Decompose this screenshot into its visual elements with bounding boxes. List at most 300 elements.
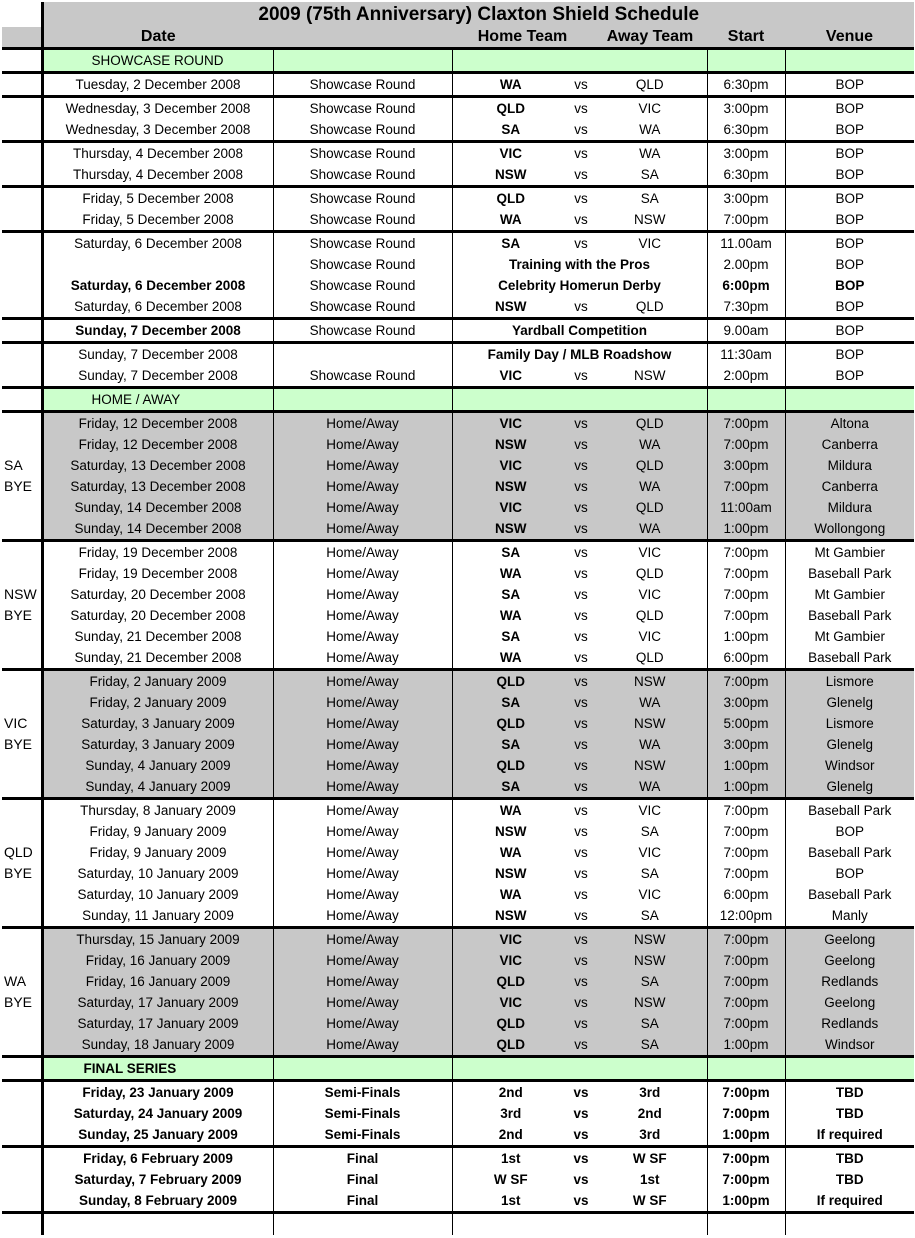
- vs-cell: vs: [574, 145, 588, 161]
- venue-cell: Baseball Park: [785, 563, 914, 584]
- round-cell: Home/Away: [273, 412, 452, 435]
- header-round: [273, 27, 452, 49]
- start-cell: 7:00pm: [707, 209, 785, 232]
- away-team-cell: W SF: [593, 1190, 707, 1213]
- bye-label: [2, 97, 42, 142]
- vs-cell: vs: [569, 119, 593, 142]
- table-row: [2, 992, 914, 1013]
- vs-cell: vs: [574, 628, 588, 644]
- away-team-cell: WA: [593, 518, 707, 541]
- venue-cell: Windsor: [785, 755, 914, 776]
- round-cell: Home/Away: [273, 863, 452, 884]
- vs-cell: vs: [569, 647, 593, 670]
- start-cell: 3:00pm: [707, 97, 785, 120]
- venue-cell: Geelong: [785, 928, 914, 951]
- bye-label-line: BYE: [4, 994, 33, 1010]
- table-row: [2, 905, 914, 928]
- table-row: [2, 884, 914, 905]
- venue-cell: Geelong: [785, 950, 914, 971]
- side-cell: [2, 388, 42, 412]
- venue-cell: BOP: [785, 821, 914, 842]
- date-cell: Friday, 5 December 2008: [82, 190, 234, 206]
- section-label: HOME / AWAY: [42, 388, 273, 412]
- round-cell: Home/Away: [273, 476, 452, 497]
- table-row: [2, 518, 914, 541]
- table-row: [2, 713, 914, 734]
- table-row: [2, 755, 914, 776]
- table-row: [2, 1169, 914, 1190]
- date-cell: Friday, 12 December 2008: [42, 412, 273, 435]
- venue-cell: BOP: [785, 319, 914, 343]
- date-cell: Friday, 23 January 2009: [82, 1084, 234, 1100]
- away-team-cell: NSW: [593, 928, 707, 951]
- venue-cell: Wollongong: [785, 518, 914, 541]
- away-team-cell: VIC: [638, 235, 661, 251]
- vs-cell: vs: [569, 476, 593, 497]
- home-team-cell: QLD: [452, 1013, 569, 1034]
- start-cell: 7:00pm: [707, 992, 785, 1013]
- table-row: [2, 142, 914, 165]
- home-team-cell: SA: [452, 734, 569, 755]
- venue-cell: If required: [785, 1190, 914, 1213]
- start-cell: 3:00pm: [707, 455, 785, 476]
- date-cell: Sunday, 11 January 2009: [42, 905, 273, 928]
- event-cell: Yardball Competition: [452, 319, 707, 343]
- venue-cell: TBD: [785, 1081, 914, 1104]
- date-cell: Sunday, 7 December 2008: [42, 319, 273, 343]
- home-team-cell: QLD: [452, 1034, 569, 1057]
- home-team-cell: WA: [452, 884, 569, 905]
- vs-cell: vs: [569, 950, 593, 971]
- round-cell: Showcase Round: [273, 296, 452, 319]
- start-cell: 11:00am: [707, 497, 785, 518]
- table-row: [2, 647, 914, 670]
- bye-label: [2, 1147, 42, 1213]
- event-cell: Training with the Pros: [452, 254, 707, 275]
- table-row: [2, 692, 914, 713]
- away-team-cell: VIC: [638, 886, 661, 902]
- home-team-cell: NSW: [452, 518, 569, 541]
- start-cell: 6:00pm: [707, 647, 785, 670]
- table-row: [2, 626, 914, 647]
- venue-cell: Mt Gambier: [785, 626, 914, 647]
- bye-label: [2, 319, 42, 343]
- table-row: [2, 584, 914, 605]
- away-team-cell: QLD: [635, 565, 664, 581]
- start-cell: 7:00pm: [707, 412, 785, 435]
- empty-cell: [785, 1213, 914, 1236]
- away-team-cell: NSW: [593, 365, 707, 388]
- date-cell: Sunday, 7 December 2008: [42, 365, 273, 388]
- home-team-cell: NSW: [452, 434, 569, 455]
- start-cell: 7:00pm: [707, 1103, 785, 1124]
- venue-cell: Canberra: [785, 434, 914, 455]
- section-fill: [785, 1057, 914, 1081]
- date-cell: Friday, 12 December 2008: [42, 434, 273, 455]
- date-cell: Saturday, 13 December 2008: [42, 455, 273, 476]
- table-row: [2, 119, 914, 142]
- vs-cell: vs: [569, 928, 593, 951]
- vs-cell: vs: [569, 497, 593, 518]
- vs-cell: vs: [573, 1150, 589, 1166]
- venue-cell: BOP: [785, 187, 914, 210]
- away-team-cell: QLD: [593, 296, 707, 319]
- vs-cell: vs: [574, 235, 588, 251]
- away-team-cell: NSW: [593, 950, 707, 971]
- start-cell: 6:30pm: [707, 164, 785, 187]
- section-fill: [707, 1057, 785, 1081]
- venue-cell: Lismore: [785, 670, 914, 693]
- date-cell: Saturday, 7 February 2009: [74, 1171, 242, 1187]
- bye-label: [2, 187, 42, 232]
- date-cell: Friday, 2 January 2009: [42, 692, 273, 713]
- vs-cell: vs: [574, 823, 588, 839]
- vs-cell: vs: [573, 1105, 589, 1121]
- home-team-cell: NSW: [452, 863, 569, 884]
- bye-label: [2, 1081, 42, 1147]
- start-cell: 1:00pm: [707, 1124, 785, 1147]
- side-cell: [2, 1057, 42, 1081]
- start-cell: 11:30am: [707, 343, 785, 366]
- round-cell: Semi-Finals: [273, 1124, 452, 1147]
- home-team-cell: VIC: [452, 992, 569, 1013]
- section-row: [2, 388, 914, 412]
- home-team-cell: SA: [452, 776, 569, 799]
- section-row: [2, 1057, 914, 1081]
- start-cell: 6:30pm: [707, 73, 785, 97]
- round-cell: Showcase Round: [273, 209, 452, 232]
- header-venue: Venue: [785, 27, 914, 49]
- away-team-cell: SA: [593, 1013, 707, 1034]
- vs-cell: vs: [569, 670, 593, 693]
- header-date: Date: [42, 27, 273, 49]
- away-team-cell: VIC: [638, 544, 661, 560]
- round-cell: Home/Away: [273, 734, 452, 755]
- section-fill: [707, 49, 785, 73]
- start-cell: 7:00pm: [707, 563, 785, 584]
- venue-cell: BOP: [785, 97, 914, 120]
- vs-cell: vs: [574, 586, 588, 602]
- round-cell: Showcase Round: [273, 142, 452, 165]
- home-team-cell: 3rd: [452, 1103, 569, 1124]
- home-team-cell: NSW: [452, 821, 569, 842]
- venue-cell: Glenelg: [785, 776, 914, 799]
- vs-cell: vs: [574, 802, 588, 818]
- section-fill: [273, 388, 452, 412]
- section-fill: [785, 388, 914, 412]
- round-cell: Home/Away: [273, 755, 452, 776]
- empty-row: [2, 1213, 914, 1236]
- round-cell: Showcase Round: [273, 319, 452, 343]
- away-team-cell: SA: [593, 164, 707, 187]
- round-cell: Showcase Round: [273, 187, 452, 210]
- date-cell: Sunday, 14 December 2008: [42, 518, 273, 541]
- away-team-cell: WA: [593, 734, 707, 755]
- round-cell: Home/Away: [273, 584, 452, 605]
- home-team-cell: 2nd: [452, 1124, 569, 1147]
- venue-cell: BOP: [785, 254, 914, 275]
- vs-cell: vs: [574, 844, 588, 860]
- round-cell: Home/Away: [273, 842, 452, 863]
- home-team-cell: NSW: [452, 296, 569, 319]
- date-cell: Friday, 16 January 2009: [42, 971, 273, 992]
- away-team-cell: QLD: [593, 497, 707, 518]
- venue-cell: If required: [785, 1124, 914, 1147]
- round-cell: Showcase Round: [273, 232, 452, 255]
- bye-label: [2, 343, 42, 388]
- date-cell: Saturday, 24 January 2009: [73, 1105, 243, 1121]
- away-team-cell: WA: [593, 476, 707, 497]
- date-cell: Sunday, 21 December 2008: [42, 647, 273, 670]
- table-row: [2, 863, 914, 884]
- start-cell: 7:00pm: [707, 1169, 785, 1190]
- round-cell: Semi-Finals: [273, 1081, 452, 1104]
- home-team-cell: QLD: [452, 971, 569, 992]
- venue-cell: BOP: [785, 343, 914, 366]
- bye-label: [2, 799, 42, 928]
- away-team-cell: SA: [593, 971, 707, 992]
- table-row: [2, 605, 914, 626]
- round-cell: Showcase Round: [273, 365, 452, 388]
- venue-cell: Geelong: [785, 992, 914, 1013]
- away-team-cell: QLD: [593, 455, 707, 476]
- date-cell: Saturday, 20 December 2008: [70, 607, 246, 623]
- home-team-cell: 2nd: [452, 1081, 569, 1104]
- date-cell: Friday, 5 December 2008: [42, 209, 273, 232]
- round-cell: Home/Away: [273, 1034, 452, 1057]
- start-cell: 7:00pm: [707, 434, 785, 455]
- round-cell: Home/Away: [273, 884, 452, 905]
- home-team-cell: SA: [452, 692, 569, 713]
- table-row: [2, 971, 914, 992]
- away-team-cell: VIC: [638, 628, 661, 644]
- round-cell: Home/Away: [273, 670, 452, 693]
- bye-label: [2, 928, 42, 1057]
- home-team-cell: 1st: [452, 1190, 569, 1213]
- venue-cell: BOP: [785, 232, 914, 255]
- bye-label: [2, 412, 42, 541]
- away-team-cell: WA: [593, 119, 707, 142]
- home-team-cell: VIC: [452, 950, 569, 971]
- home-team-cell: QLD: [452, 670, 569, 693]
- start-cell: 1:00pm: [707, 518, 785, 541]
- venue-cell: Redlands: [785, 1013, 914, 1034]
- start-cell: 1:00pm: [707, 626, 785, 647]
- vs-cell: vs: [569, 365, 593, 388]
- round-cell: Home/Away: [273, 692, 452, 713]
- bye-label-line: QLD: [4, 844, 33, 860]
- round-cell: Home/Away: [273, 497, 452, 518]
- venue-cell: Mildura: [785, 497, 914, 518]
- header-start: Start: [707, 27, 785, 49]
- table-row: [2, 254, 914, 275]
- away-team-cell: 1st: [639, 1171, 660, 1187]
- start-cell: 3:00pm: [707, 692, 785, 713]
- home-team-cell: 1st: [452, 1147, 569, 1170]
- table-row: [2, 434, 914, 455]
- section-fill: [707, 388, 785, 412]
- table-row: [2, 799, 914, 822]
- date-cell: Friday, 16 January 2009: [42, 950, 273, 971]
- bye-label-line: WA: [4, 973, 27, 989]
- section-row: [2, 49, 914, 73]
- date-cell: Saturday, 13 December 2008: [42, 476, 273, 497]
- table-row: [2, 1103, 914, 1124]
- venue-cell: BOP: [785, 365, 914, 388]
- vs-cell: vs: [569, 713, 593, 734]
- home-team-cell: SA: [452, 541, 569, 564]
- venue-cell: Manly: [785, 905, 914, 928]
- table-row: [2, 497, 914, 518]
- round-cell: Showcase Round: [273, 164, 452, 187]
- vs-cell: vs: [574, 886, 588, 902]
- header-away-team: Away Team: [593, 27, 707, 49]
- date-cell: Tuesday, 2 December 2008: [42, 73, 273, 97]
- venue-cell: TBD: [785, 1147, 914, 1170]
- vs-cell: vs: [569, 692, 593, 713]
- date-cell: Sunday, 14 December 2008: [42, 497, 273, 518]
- home-team-cell: WA: [452, 799, 569, 822]
- event-cell: Celebrity Homerun Derby: [452, 275, 707, 296]
- home-team-cell: VIC: [452, 928, 569, 951]
- vs-cell: vs: [569, 296, 593, 319]
- home-team-cell: QLD: [452, 713, 569, 734]
- vs-cell: vs: [569, 1013, 593, 1034]
- round-cell: Showcase Round: [273, 73, 452, 97]
- round-cell: Home/Away: [273, 971, 452, 992]
- round-cell: [273, 343, 452, 366]
- round-cell: Showcase Round: [273, 275, 452, 296]
- start-cell: 12:00pm: [707, 905, 785, 928]
- table-row: [2, 1124, 914, 1147]
- start-cell: 7:00pm: [707, 476, 785, 497]
- table-row: [2, 1081, 914, 1104]
- vs-cell: vs: [569, 1034, 593, 1057]
- date-cell: Sunday, 18 January 2009: [42, 1034, 273, 1057]
- date-cell: Saturday, 17 January 2009: [42, 1013, 273, 1034]
- date-cell: Thursday, 15 January 2009: [42, 928, 273, 951]
- bye-label: [2, 73, 42, 97]
- date-cell: Saturday, 6 December 2008: [74, 235, 242, 251]
- away-team-cell: SA: [640, 823, 659, 839]
- home-team-cell: NSW: [452, 476, 569, 497]
- home-team-cell: VIC: [452, 497, 569, 518]
- start-cell: 7:00pm: [707, 1147, 785, 1170]
- start-cell: 11.00am: [707, 232, 785, 255]
- venue-cell: Redlands: [785, 971, 914, 992]
- round-cell: Home/Away: [273, 799, 452, 822]
- start-cell: 7:00pm: [707, 842, 785, 863]
- vs-cell: vs: [569, 1190, 593, 1213]
- section-fill: [273, 1057, 452, 1081]
- vs-cell: vs: [573, 1171, 589, 1187]
- round-cell: Final: [273, 1190, 452, 1213]
- away-team-cell: WA: [593, 434, 707, 455]
- section-label: FINAL SERIES: [42, 1057, 273, 1081]
- home-team-cell: SA: [452, 119, 569, 142]
- bye-label: [2, 232, 42, 319]
- table-row: [2, 209, 914, 232]
- away-team-cell: NSW: [593, 755, 707, 776]
- bye-label-line: VIC: [4, 715, 28, 731]
- vs-cell: vs: [574, 100, 588, 116]
- start-cell: 3:00pm: [707, 734, 785, 755]
- bye-label-line: SA: [4, 457, 23, 473]
- corner-cell: [2, 2, 42, 27]
- venue-cell: Mt Gambier: [785, 584, 914, 605]
- round-cell: Showcase Round: [273, 119, 452, 142]
- bye-label-line: BYE: [4, 607, 33, 623]
- venue-cell: BOP: [785, 296, 914, 319]
- bye-label-line: BYE: [4, 736, 33, 752]
- round-cell: Home/Away: [273, 541, 452, 564]
- section-fill: [785, 49, 914, 73]
- table-row: [2, 1147, 914, 1170]
- round-cell: Home/Away: [273, 905, 452, 928]
- away-team-cell: VIC: [638, 802, 661, 818]
- away-team-cell: SA: [593, 905, 707, 928]
- table-row: [2, 275, 914, 296]
- date-cell: Friday, 19 December 2008: [78, 544, 238, 560]
- away-team-cell: NSW: [593, 992, 707, 1013]
- date-cell: Thursday, 4 December 2008: [42, 164, 273, 187]
- vs-cell: vs: [569, 776, 593, 799]
- away-team-cell: WA: [593, 776, 707, 799]
- section-fill: [452, 1057, 707, 1081]
- venue-cell: Mt Gambier: [785, 541, 914, 564]
- start-cell: 2:00pm: [707, 365, 785, 388]
- away-team-cell: QLD: [593, 73, 707, 97]
- home-team-cell: SA: [452, 584, 569, 605]
- start-cell: 1:00pm: [707, 1190, 785, 1213]
- table-row: [2, 734, 914, 755]
- venue-cell: Baseball Park: [785, 647, 914, 670]
- home-team-cell: WA: [452, 73, 569, 97]
- venue-cell: BOP: [785, 142, 914, 165]
- date-cell: Saturday, 20 December 2008: [70, 586, 246, 602]
- start-cell: 7:00pm: [707, 541, 785, 564]
- section-fill: [452, 49, 707, 73]
- start-cell: 7:00pm: [707, 799, 785, 822]
- date-cell: Sunday, 4 January 2009: [42, 776, 273, 799]
- start-cell: 1:00pm: [707, 1034, 785, 1057]
- venue-cell: BOP: [785, 119, 914, 142]
- side-cell: [2, 1213, 42, 1236]
- home-team-cell: VIC: [452, 365, 569, 388]
- event-cell: Family Day / MLB Roadshow: [452, 343, 707, 366]
- date-cell: Saturday, 17 January 2009: [42, 992, 273, 1013]
- start-cell: 7:00pm: [707, 605, 785, 626]
- date-cell: Thursday, 8 January 2009: [80, 802, 236, 818]
- home-team-cell: VIC: [452, 455, 569, 476]
- date-cell: Sunday, 7 December 2008: [78, 346, 238, 362]
- table-row: [2, 232, 914, 255]
- away-team-cell: VIC: [638, 844, 661, 860]
- date-cell: Sunday, 25 January 2009: [42, 1124, 273, 1147]
- vs-cell: vs: [569, 209, 593, 232]
- date-cell: Wednesday, 3 December 2008: [65, 100, 251, 116]
- start-cell: 7:00pm: [707, 670, 785, 693]
- date-cell: Sunday, 8 February 2009: [42, 1190, 273, 1213]
- date-cell: Sunday, 21 December 2008: [74, 628, 242, 644]
- empty-cell: [707, 1213, 785, 1236]
- away-team-cell: VIC: [638, 586, 661, 602]
- home-team-cell: QLD: [452, 755, 569, 776]
- home-team-cell: QLD: [452, 187, 569, 210]
- round-cell: Final: [273, 1169, 452, 1190]
- away-team-cell: 2nd: [637, 1105, 662, 1121]
- start-cell: 3:00pm: [707, 187, 785, 210]
